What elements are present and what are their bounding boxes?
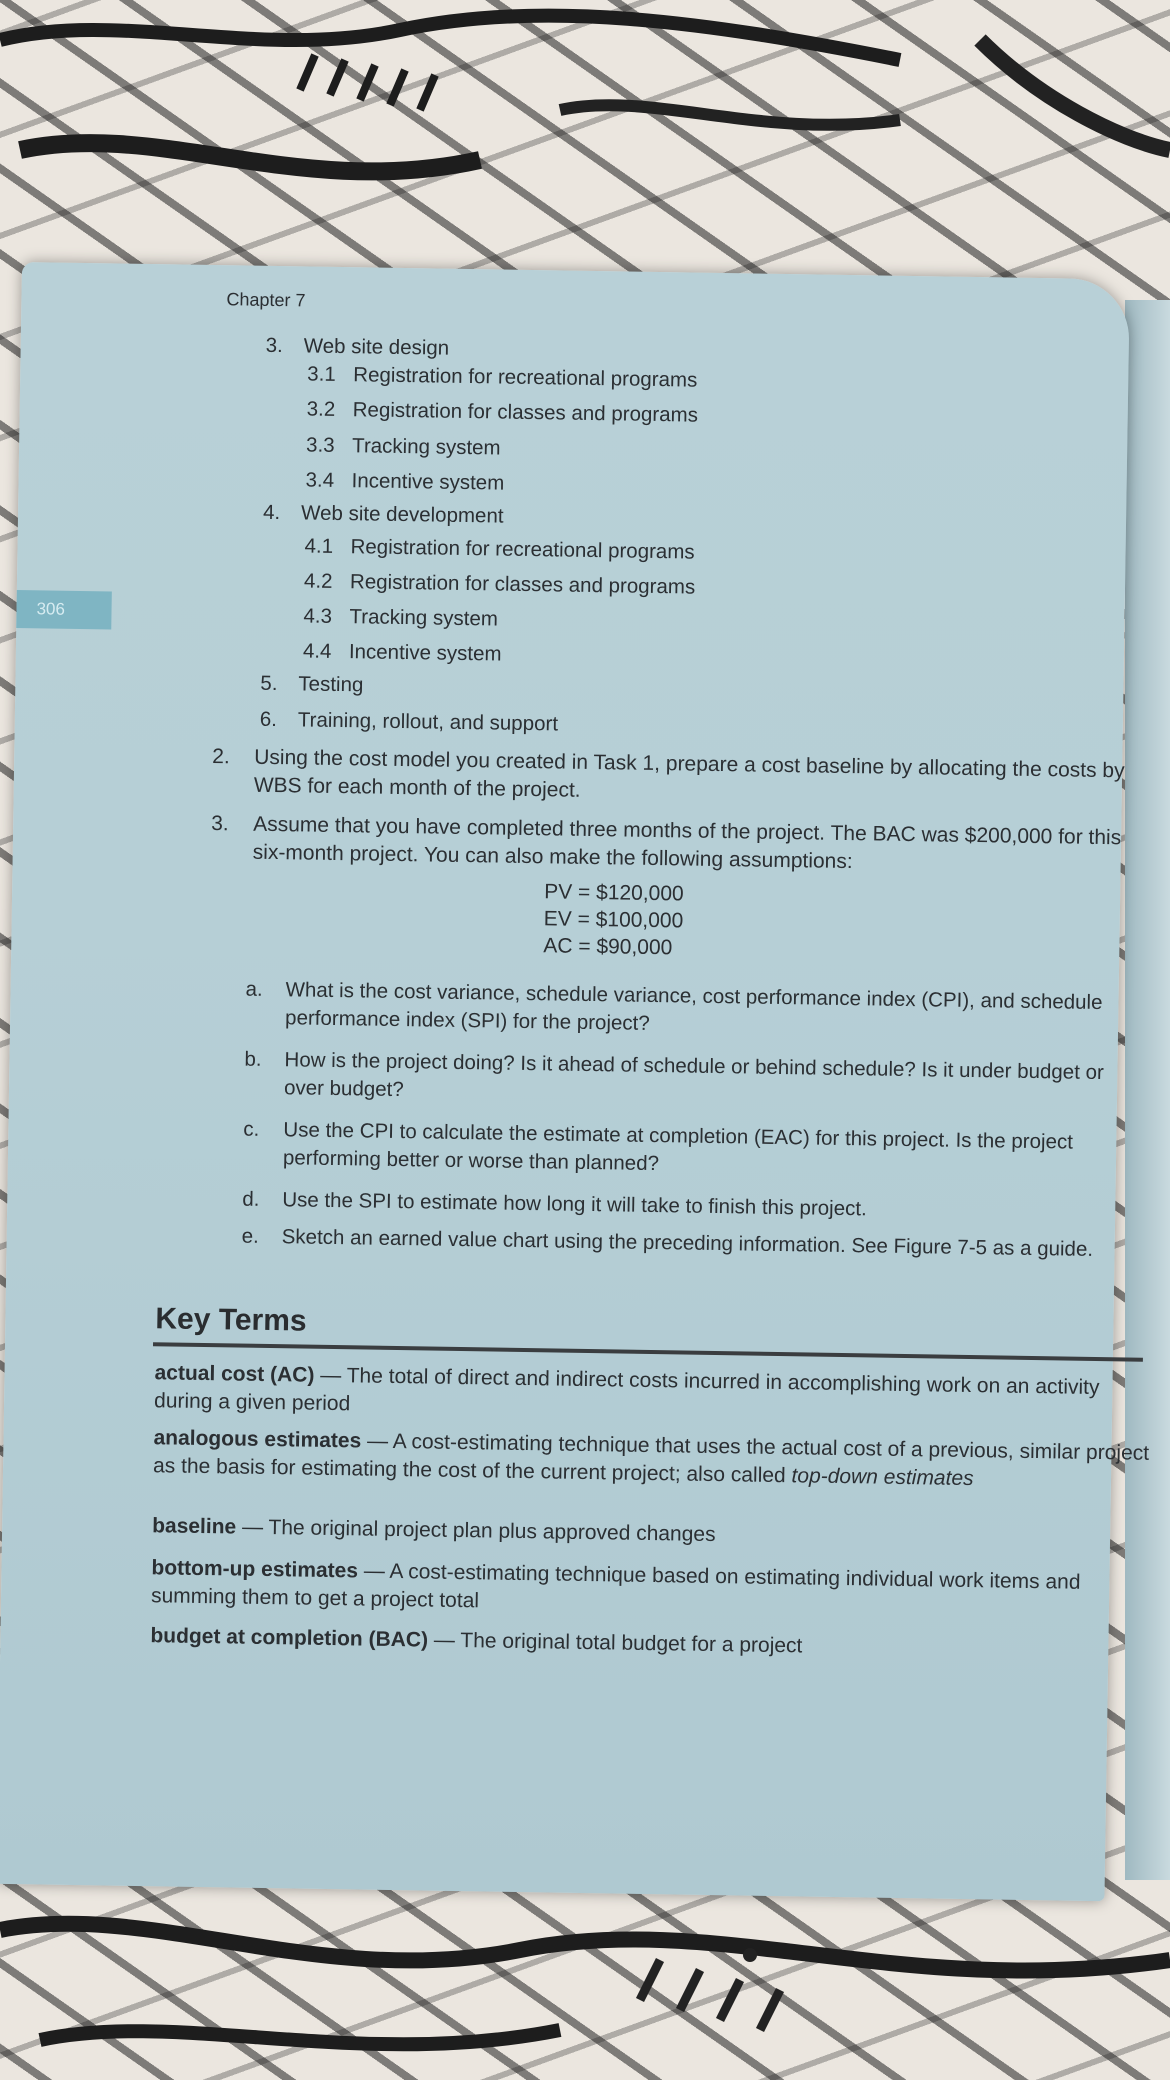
outline-item: 4.4 Incentive system: [302, 639, 502, 666]
term-analogous-estimates: analogous estimates — A cost-estimating technique that uses the actual cost of a previous, similar project as the basis for estimating the cost of the current project; also called top-down estimates: [152, 1426, 1150, 1491]
chapter-label: Chapter 7: [226, 289, 306, 311]
outline-item: 3.2 Registration for classes and programs: [306, 397, 699, 427]
outline-item: 3.4 Incentive system: [305, 468, 505, 495]
term-budget-at-completion: budget at completion (BAC) — The original total budget for a project: [150, 1624, 803, 1658]
key-terms-rule: [153, 1342, 1143, 1362]
question-d: d. Use the SPI to estimate how long it will take to finish this project.: [242, 1187, 867, 1221]
assumption-pv: PV = $120,000: [543, 880, 684, 906]
question-a: a. What is the cost variance, schedule variance, cost performance index (CPI), and schedule performance index (SPI) for the project?: [245, 977, 1103, 1035]
book-page: [0, 262, 1150, 1901]
problem-2: 2. Using the cost model you created in Task 1, prepare a cost baseline by allocating the costs by WBS for each month of the project.: [212, 745, 1125, 802]
key-terms-heading: Key Terms: [155, 1302, 307, 1338]
outline-item: 5. Testing: [260, 671, 364, 697]
outline-item: 3. Web site design: [265, 333, 450, 360]
term-baseline: baseline — The original project plan plus approved changes: [151, 1514, 716, 1547]
question-e: e. Sketch an earned value chart using the preceding information. See Figure 7-5 as a guide.: [241, 1224, 1094, 1261]
term-actual-cost: actual cost (AC) — The total of direct and indirect costs incurred in accomplishing work on an activity during a given period: [153, 1361, 1100, 1416]
problem-3: 3. Assume that you have completed three months of the project. The BAC was $200,000 for this six-month project. You can also make the following assumptions:: [211, 812, 1122, 874]
question-b: b. How is the project doing? Is it ahead of schedule or behind schedule? Is it under budget or over budget?: [244, 1047, 1104, 1102]
question-c: c. Use the CPI to calculate the estimate at completion (EAC) for this project. Is the project performing better or worse than planned?: [243, 1117, 1074, 1176]
outline-item: 4.2 Registration for classes and programs: [303, 569, 696, 599]
outline-item: 3.1 Registration for recreational programs: [307, 362, 698, 392]
assumption-ev: EV = $100,000: [543, 907, 684, 933]
outline-item: 6. Training, rollout, and support: [259, 707, 559, 736]
outline-item: 4.1 Registration for recreational programs: [304, 534, 695, 564]
page-number: 306: [36, 599, 66, 619]
assumption-ac: AC = $90,000: [543, 934, 673, 960]
outline-item: 4. Web site development: [262, 500, 504, 528]
term-bottom-up-estimates: bottom-up estimates — A cost-estimating technique based on estimating individual work items and summing them to get a project total: [150, 1556, 1081, 1613]
outline-item: 3.3 Tracking system: [305, 433, 501, 460]
outline-item: 4.3 Tracking system: [303, 604, 499, 631]
